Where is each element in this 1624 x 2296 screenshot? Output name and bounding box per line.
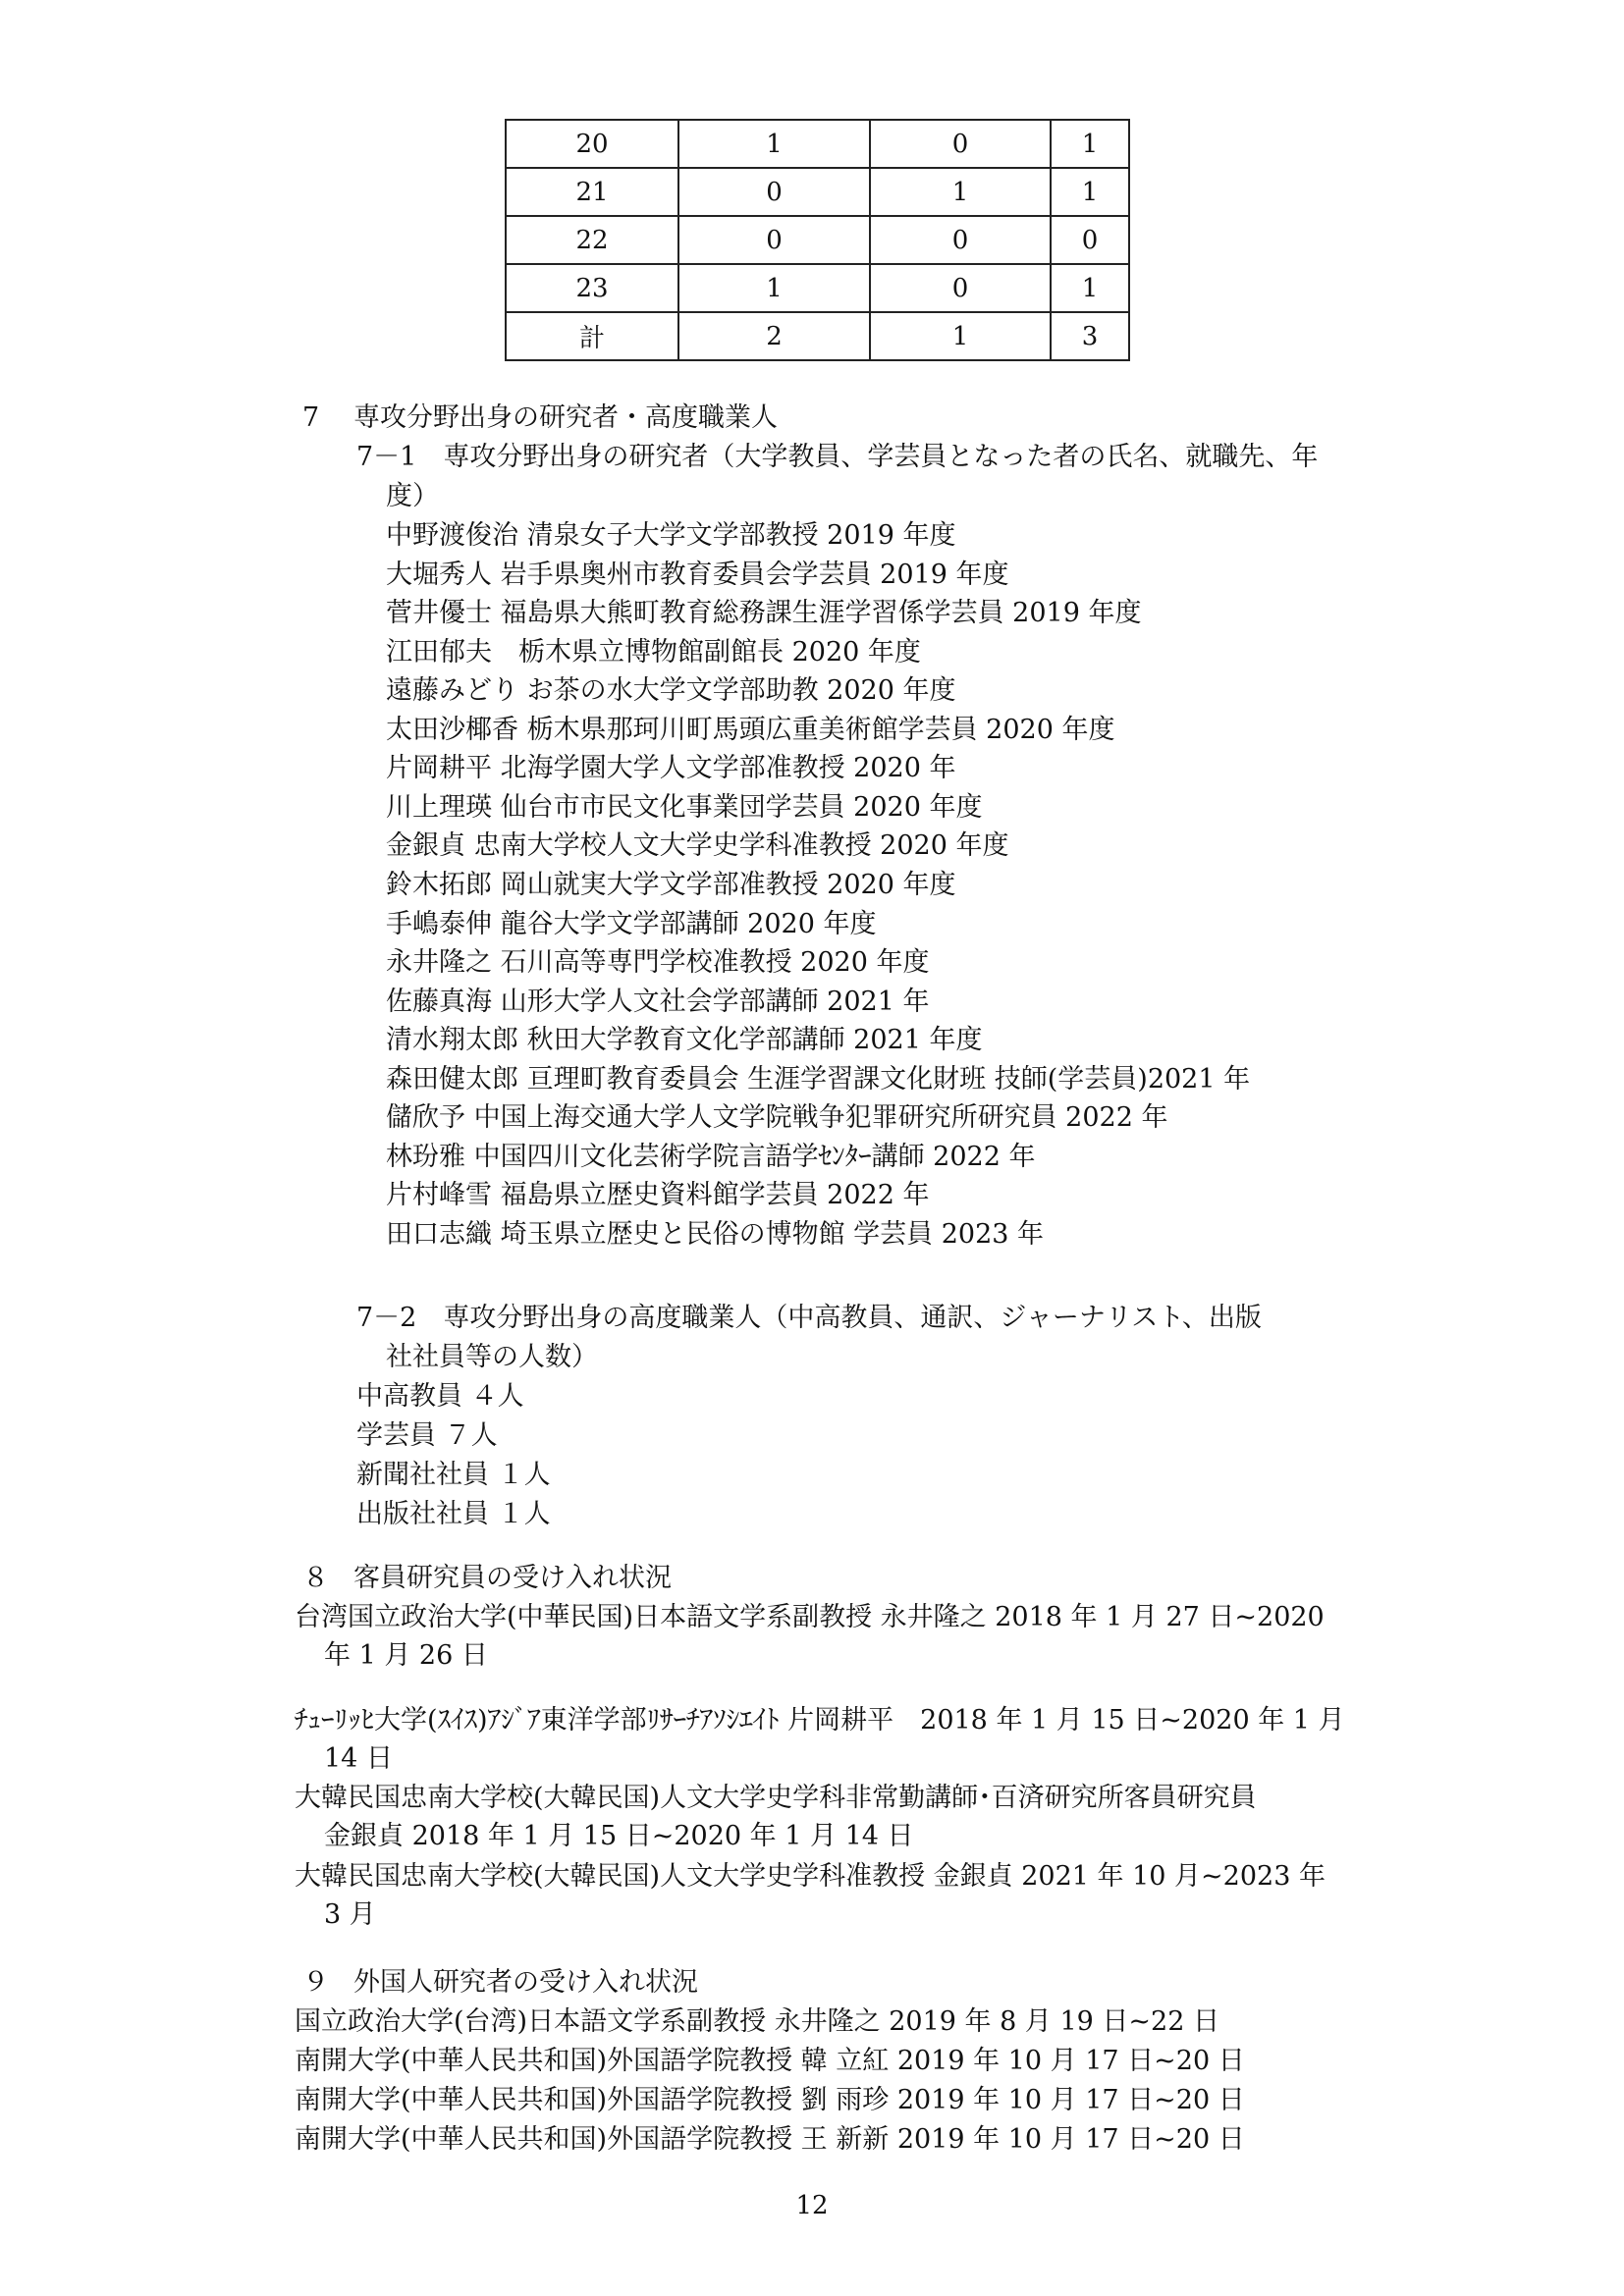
table-cell: 0	[678, 168, 870, 216]
list-item: 新聞社社員 １人	[356, 1460, 551, 1490]
table-row-label: 22	[506, 216, 678, 264]
list-item: 大堀秀人 岩手県奥州市教育委員会学芸員 2019 年度	[386, 559, 1009, 590]
list-item: 清水翔太郎 秋田大学教育文化学部講師 2021 年度	[386, 1025, 983, 1056]
table-row	[506, 216, 1129, 264]
table-row	[506, 120, 1129, 168]
section-8-heading	[302, 1559, 672, 1598]
list-item-continuation: 14 日	[324, 1743, 393, 1774]
table-row-label: 計	[506, 312, 678, 360]
section-7-2-title-cont: 社社員等の人数）	[386, 1342, 598, 1372]
section-title: 客員研究員の受け入れ状況	[353, 1563, 672, 1593]
list-item: 江田郁夫 栃木県立博物館副館長 2020 年度	[386, 636, 921, 667]
table-row	[506, 312, 1129, 360]
list-item: 田口志織 埼玉県立歴史と民俗の博物館 学芸員 2023 年	[386, 1218, 1045, 1250]
list-item: 大韓民国忠南大学校(大韓民国)人文大学史学科非常勤講師･百済研究所客員研究員	[295, 1783, 1257, 1813]
list-item: 金銀貞 忠南大学校人文大学史学科准教授 2020 年度	[386, 830, 1009, 862]
table-row-label: 21	[506, 168, 678, 216]
section-number: ９	[302, 1967, 329, 1998]
section-7-1-title: 7－1 専攻分野出身の研究者（大学教員、学芸員となった者の氏名、就職先、年	[356, 442, 1319, 472]
list-item: 鈴木拓郎 岡山就実大学文学部准教授 2020 年度	[386, 869, 956, 900]
table-cell: 1	[870, 312, 1051, 360]
list-item: 国立政治大学(台湾)日本語文学系副教授 永井隆之 2019 年 8 月 19 日~22 日	[295, 2006, 1219, 2037]
table-cell: 0	[870, 264, 1051, 312]
section-title: 専攻分野出身の研究者・高度職業人	[353, 402, 778, 433]
table-cell: 0	[870, 216, 1051, 264]
list-item: 中野渡俊治 清泉女子大学文学部教授 2019 年度	[386, 520, 956, 551]
list-item-continuation: 金銀貞 2018 年 1 月 15 日~2020 年 1 月 14 日	[324, 1821, 914, 1851]
list-item: 片村峰雪 福島県立歴史資料館学芸員 2022 年	[386, 1180, 930, 1211]
table-cell: 1	[1051, 264, 1129, 312]
list-item: 南開大学(中華人民共和国)外国語学院教授 王 新新 2019 年 10 月 17 日~20 日	[295, 2124, 1245, 2155]
section-9-heading	[302, 1963, 698, 2002]
list-item: 大韓民国忠南大学校(大韓民国)人文大学史学科准教授 金銀貞 2021 年 10 月~2023 年	[295, 1861, 1326, 1892]
section-7-2-title: 7－2 専攻分野出身の高度職業人（中高教員、通訳、ジャーナリスト、出版	[356, 1303, 1262, 1333]
list-item: 儲欣予 中国上海交通大学人文学院戦争犯罪研究所研究員 2022 年	[386, 1102, 1168, 1134]
table-row-label: 23	[506, 264, 678, 312]
table-cell: 0	[678, 216, 870, 264]
table-cell: 1	[870, 168, 1051, 216]
list-item: 遠藤みどり お茶の水大学文学部助教 2020 年度	[386, 675, 956, 707]
list-item: 台湾国立政治大学(中華民国)日本語文学系副教授 永井隆之 2018 年 1 月 27 日~2020	[295, 1602, 1325, 1632]
data-table	[505, 119, 1130, 361]
table-cell: 1	[1051, 120, 1129, 168]
list-item: 林玢雅 中国四川文化芸術学院言語学ｾﾝﾀｰ講師 2022 年	[386, 1141, 1036, 1172]
section-number: 7	[302, 402, 320, 433]
list-item: 学芸員 ７人	[356, 1420, 498, 1451]
list-item: 片岡耕平 北海学園大学人文学部准教授 2020 年	[386, 753, 956, 784]
table-cell: 0	[1051, 216, 1129, 264]
list-item: 手嶋泰伸 龍谷大学文学部講師 2020 年度	[386, 908, 877, 939]
list-item-continuation: 年 1 月 26 日	[324, 1640, 488, 1671]
table-row	[506, 264, 1129, 312]
list-item: 出版社社員 １人	[356, 1499, 551, 1529]
list-item: 永井隆之 石川高等専門学校准教授 2020 年度	[386, 947, 930, 979]
table-cell: 1	[678, 120, 870, 168]
list-item: 川上理瑛 仙台市市民文化事業団学芸員 2020 年度	[386, 791, 983, 823]
table-cell: 1	[1051, 168, 1129, 216]
list-item-continuation: 3 月	[324, 1899, 376, 1930]
table-row	[506, 168, 1129, 216]
list-item: 中高教員 ４人	[356, 1381, 524, 1412]
page-number: 12	[795, 2191, 829, 2220]
table-row-label: 20	[506, 120, 678, 168]
table-cell: 3	[1051, 312, 1129, 360]
list-item: 南開大学(中華人民共和国)外国語学院教授 劉 雨珍 2019 年 10 月 17 日~20 日	[295, 2085, 1245, 2115]
section-number: ８	[302, 1563, 329, 1593]
list-item: ﾁｭｰﾘｯﾋ大学(ｽｲｽ)ｱｼﾞｱ東洋学部ﾘｻｰﾁｱｿｼｴｲﾄ 片岡耕平 2018 年 1 月 15 日~2020 年 1 月	[295, 1705, 1345, 1735]
section-7-1-title-cont: 度）	[386, 481, 439, 511]
list-item: 菅井優士 福島県大熊町教育総務課生涯学習係学芸員 2019 年度	[386, 598, 1142, 629]
list-item: 佐藤真海 山形大学人文社会学部講師 2021 年	[386, 986, 930, 1017]
section-title: 外国人研究者の受け入れ状況	[353, 1967, 698, 1998]
table-cell: 0	[870, 120, 1051, 168]
table-cell: 2	[678, 312, 870, 360]
list-item: 太田沙椰香 栃木県那珂川町馬頭広重美術館学芸員 2020 年度	[386, 714, 1115, 745]
table-cell: 1	[678, 264, 870, 312]
list-item: 森田健太郎 亘理町教育委員会 生涯学習課文化財班 技師(学芸員)2021 年	[386, 1063, 1251, 1095]
list-item: 南開大学(中華人民共和国)外国語学院教授 韓 立紅 2019 年 10 月 17 日~20 日	[295, 2046, 1245, 2076]
section-7-heading	[302, 399, 778, 438]
